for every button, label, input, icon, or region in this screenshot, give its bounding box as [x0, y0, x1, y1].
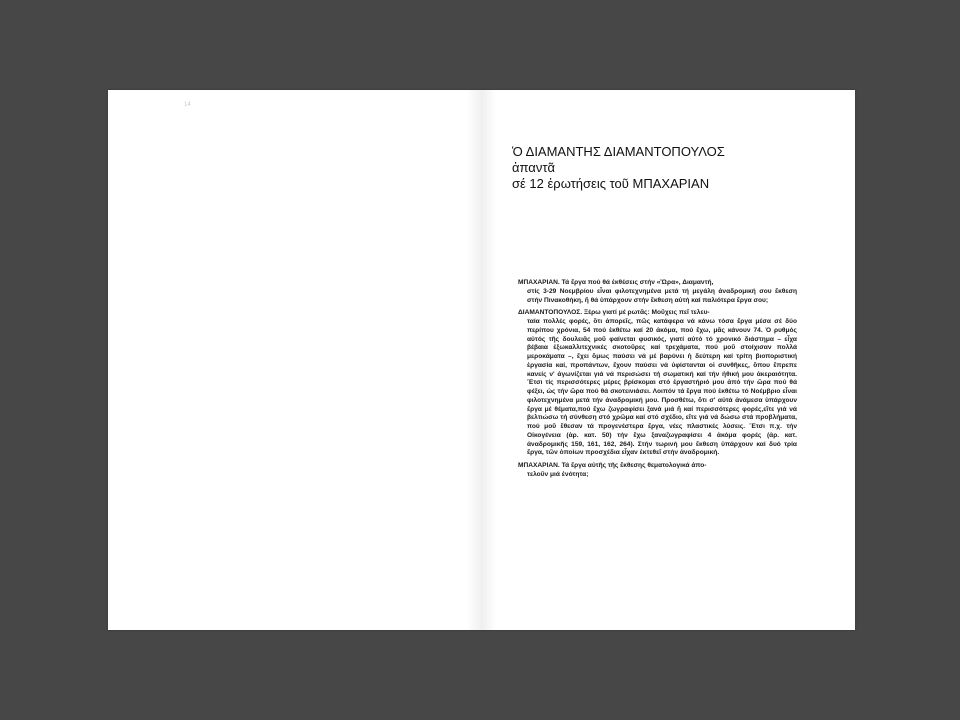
left-page — [108, 90, 481, 630]
paragraph-first-line: ΜΠΑΧΑΡΙΑΝ. Τά ἔργα αὐτῆς τῆς ἔκθεσης θεματολογικά ἀπο- — [518, 462, 707, 469]
paragraph-answer-1 — [518, 309, 797, 458]
paragraph-continuation: τελοῦν μιά ἑνότητα; — [527, 470, 589, 478]
paragraph-continuation: ταία πολλές φορές, ὅτι ἀπορεῖς, πῶς κατάφερα νά κάνω τόσα ἔργα μέσα σέ δύο περίπου χρόνια, 54 πού ἐκθέτω καί 20 ἀκόμα, πού ἔχω, μᾶς κάνουν 74. Ὁ ρυθμός αὐτός τῆς δουλειᾶς μοῦ φαίνεται φυσικός, γιατί αὐτό τό χρονικό διάστημα – εἶχα βέβαια ἐξωκαλλιτεχνικές σκοτοῦρες καί τρεχάματα, πού μοῦ στοίχισαν πολλά μεροκάματα –, ἔχει ὅμως παύσει νά μέ βαρύνει ἡ δεύτερη καί τρίτη βιοποριστική ἐργασία καί, προπάντων, ἔχουν παύσει νά ὑφίστανται οἱ συνθῆκες, ὅπου ἔπρεπε κανείς ν' ἀγωνίζεται γιά νά περισώσει τή σωματική καί τήν ἠθική μου ἀκεραιότητα. Ἔτσι τίς περισσότερες μέρες βρίσκομαι στό ἐργαστήριό μου ἀπό τήν ὥρα πού θά φέξει, ὡς τήν ὥρα πού θά σκοτεινιάσει. Λοιπόν τά ἔργα πού ἐκθέτω τό Νοέμβριο εἶναι φιλοτεχνημένα μετά τήν ἀναδρομική μου. Προσθέτω, ὅτι σ' αὐτά ἀνάμεσα ὑπάρχουν ἔργα μέ θέματα,πού ἔχω ζωγραφίσει ξανά μιά ἤ καί περισσότερες φορές,εἴτε γιά νά βελτιώσω τή σύνθεση στό χρῶμα καί στό σχέδιο, εἴτε γιά νά δώσω στά προβλήματα, πού μοῦ ἔθεσαν τά προγενέστερα ἔργα, νέες πλαστικές λύσεις. Ἔτσι π.χ. τήν Οἰκογένεια (ἀρ. κατ. 50) τήν ἔχω ξαναζωγραφίσει 4 ἀκόμα φορές (ἀρ. κατ. ἀναδρομικῆς 159, 161, 162, 264). Στήν τωρινή μου ἔκθεση ὑπάρχουν καί δυό τρία ἔργα, τῶν ὁποίων προσχέδια εἶχαν ἐκτεθεῖ στήν ἀναδρομική. — [527, 318, 797, 457]
title-line-1: Ὁ ΔΙΑΜΑΝΤΗΣ ΔΙΑΜΑΝΤΟΠΟΥΛΟΣ — [512, 144, 725, 159]
paragraph-first-line: ΜΠΑΧΑΡΙΑΝ. Τά ἔργα πού θά ἐκθέσεις στήν «Ὥρα», Διαμαντή, — [518, 279, 714, 286]
title-line-3: σέ 12 ἐρωτήσεις τοῦ ΜΠΑΧΑΡΙΑΝ — [512, 176, 710, 191]
title-line-2: ἀπαντᾶ — [512, 160, 555, 175]
paragraph-continuation: στίς 3-29 Νοεμβρίου εἶναι φιλοτεχνημένα μετά τή μεγάλη ἀναδρομική σου ἔκθεση στήν Πινακοθήκη, ἤ θά ὑπάρχουν στήν ἔκθεση αὐτή καί παλιότερα ἔργα σου; — [527, 287, 797, 304]
article-title — [512, 144, 725, 192]
paragraph-first-line: ΔΙΑΜΑΝΤΟΠΟΥΛΟΣ. Ξέρω γιατί μέ ρωτᾶς: Μοῦχεις πεῖ τελευ- — [518, 309, 710, 317]
book-spread — [108, 90, 855, 630]
paragraph-question-2 — [518, 462, 797, 480]
interview-body — [518, 279, 797, 484]
paragraph-question-1 — [518, 279, 797, 305]
page-number: 14 — [184, 102, 191, 108]
right-page — [481, 90, 855, 630]
